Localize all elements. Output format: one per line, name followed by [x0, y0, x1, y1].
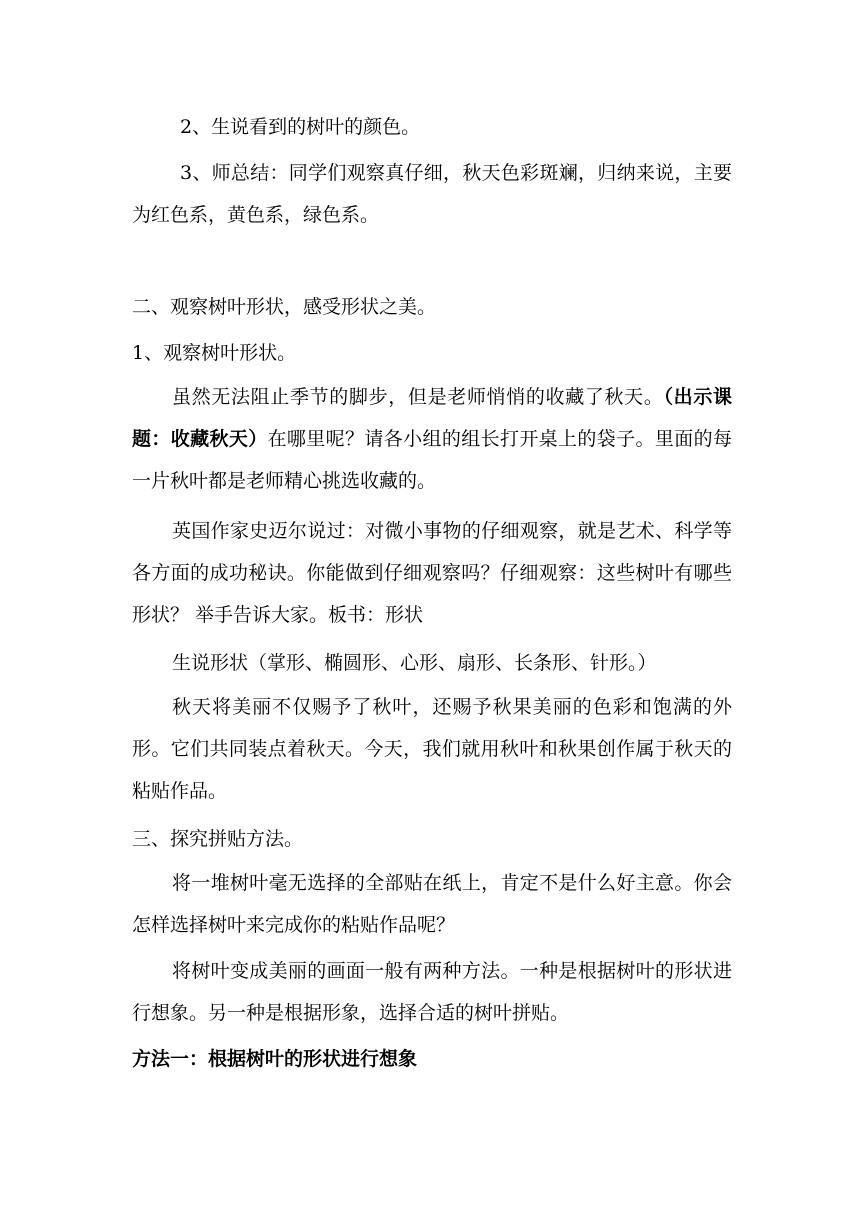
paragraph-collect-autumn-part-a: 虽然无法阻止季节的脚步，但是老师悄悄的收藏了秋天。 — [172, 386, 664, 408]
method-one-heading: 方法一：根据树叶的形状进行想象 — [132, 1048, 418, 1070]
paragraph-collect-autumn — [132, 376, 732, 502]
section-heading-3: 三、探究拼贴方法。 — [132, 828, 304, 850]
paragraph-collect-autumn-part-b: 在哪里呢？请各小组的组长打开桌上的袋子。里面的每一片秋叶都是老师精心挑选收藏的。 — [132, 428, 732, 492]
paragraph-student-shapes: 生说形状（掌形、椭圆形、心形、扇形、长条形、针形。） — [172, 652, 657, 674]
paragraph-teacher-summary: 3、师总结：同学们观察真仔细，秋天色彩斑斓，归纳来说，主要为红色系，黄色系，绿色系。 — [132, 162, 732, 226]
paragraph-two-methods: 将树叶变成美丽的画面一般有两种方法。一种是根据树叶的形状进行想象。另一种是根据形象，选择合适的树叶拼贴。 — [132, 960, 732, 1024]
paragraph-student-colors: 2、生说看到的树叶的颜色。 — [180, 116, 421, 138]
subheading-observe-shape: 1、观察树叶形状。 — [132, 342, 297, 364]
paragraph-collect-autumn-title: （出示课题：收藏秋天） — [132, 386, 732, 450]
paragraph-autumn-fruit: 秋天将美丽不仅赐予了秋叶，还赐予秋果美丽的色彩和饱满的外形。它们共同装点着秋天。今天，我们就用秋叶和秋果创作属于秋天的粘贴作品。 — [132, 696, 732, 802]
paragraph-choose-leaves: 将一堆树叶毫无选择的全部贴在纸上，肯定不是什么好主意。你会怎样选择树叶来完成你的粘贴作品呢？ — [132, 872, 732, 936]
paragraph-smiles-quote: 英国作家史迈尔说过：对微小事物的仔细观察，就是艺术、科学等各方面的成功秘诀。你能做到仔细观察吗？仔细观察：这些树叶有哪些形状？ 举手告诉大家。板书：形状 — [132, 520, 732, 626]
section-heading-2: 二、观察树叶形状，感受形状之美。 — [132, 296, 437, 318]
